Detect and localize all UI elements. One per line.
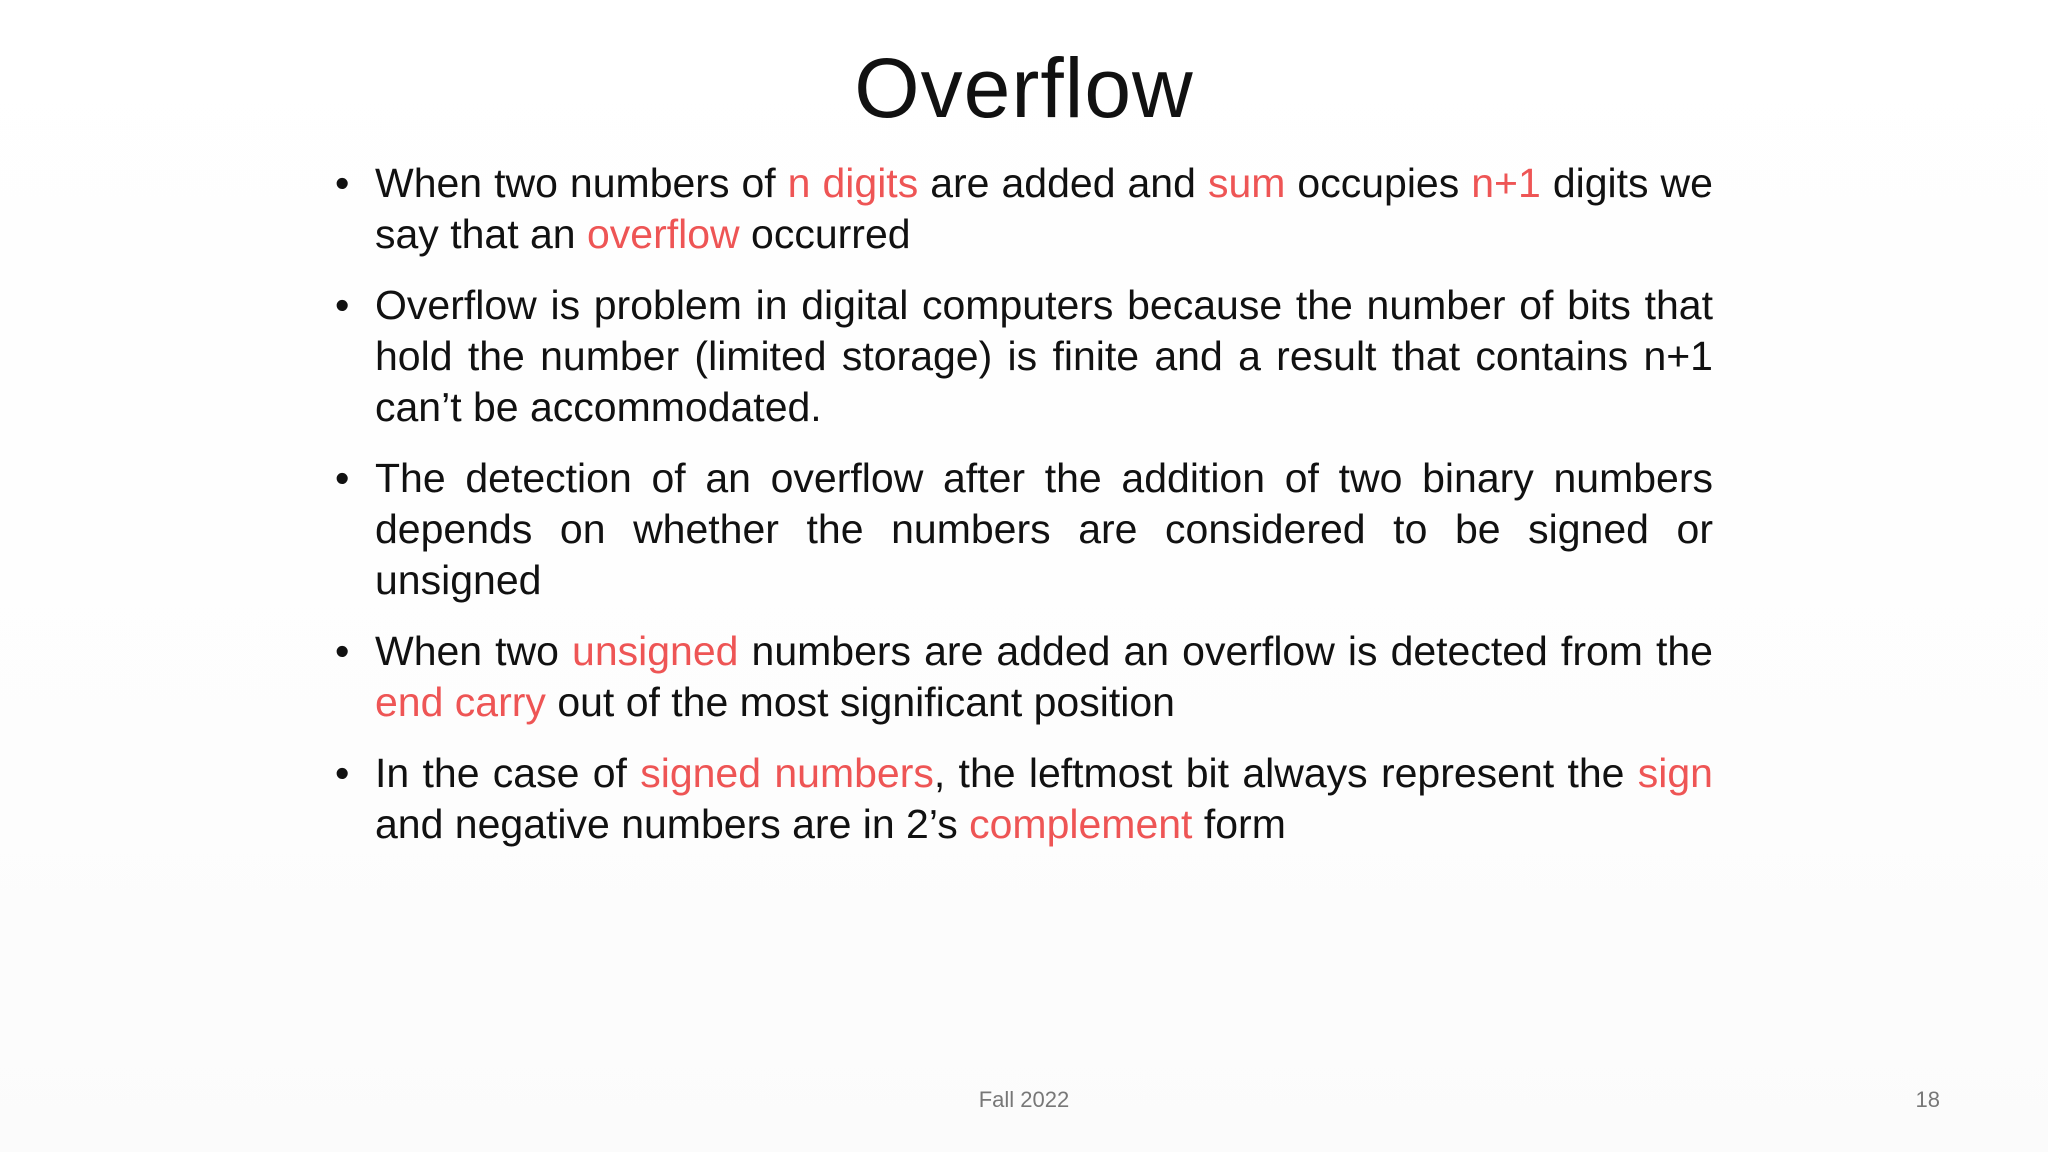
bullet-item [335,280,1713,433]
highlight-text: unsigned [572,628,739,674]
bullet-icon: • [335,282,350,328]
footer-text: Fall 2022 [978,1087,1070,1112]
highlight-text: signed numbers [640,750,934,796]
highlight-text: overflow [586,211,740,257]
bullet-text-1: When two numbers of n digits are added and sum occupies n+1 digits we say that an overflow occurred [375,160,1713,257]
bullet-text-3: The detection of an overflow after the addition of two binary numbers depends on whether the numbers are considered to be signed or unsigned [375,455,1713,603]
bullet-list [335,158,1713,870]
page-number: 18 [1915,1087,1940,1112]
bullet-text-2: Overflow is problem in digital computers because the number of bits that hold the number (limited storage) is finite and a result that contains n+1 can’t be accommodated. [375,282,1713,430]
bullet-text-4: When two unsigned numbers are added an overflow is detected from the end carry out of the most significant position [375,628,1713,725]
highlight-text: complement [969,801,1193,847]
bullet-icon: • [335,160,350,206]
bullet-text-5: In the case of signed numbers, the leftmost bit always represent the sign and negative numbers are in 2’s complement form [375,750,1713,847]
bullet-item [335,158,1713,260]
bullet-item [335,626,1713,728]
highlight-text: n+1 [1471,160,1541,206]
bullet-icon: • [335,455,350,501]
bullet-item [335,453,1713,606]
highlight-text: end carry [375,679,546,725]
highlight-text: n digits [787,160,919,206]
bullet-icon: • [335,750,350,796]
slide-title: Overflow [854,41,1194,135]
highlight-text: sum [1207,160,1286,206]
bullet-item [335,748,1713,850]
bullet-icon: • [335,628,350,674]
highlight-text: sign [1637,750,1713,796]
